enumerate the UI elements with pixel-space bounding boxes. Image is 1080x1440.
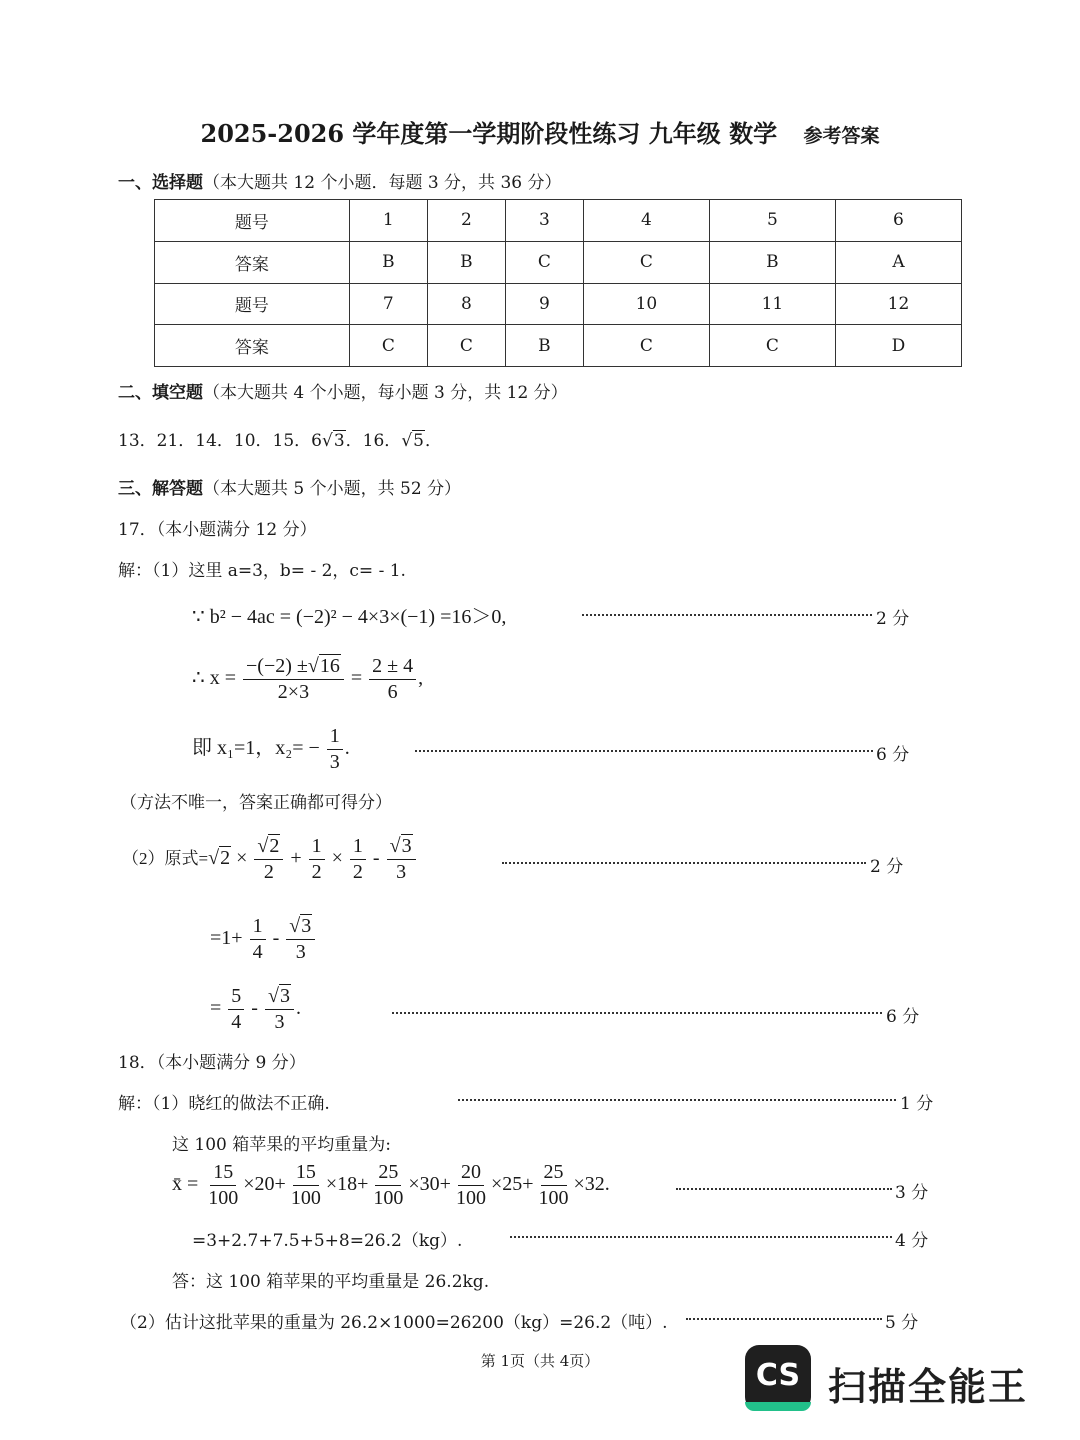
radicand: 16 — [319, 655, 340, 677]
numerator: 1 — [250, 916, 266, 940]
score-mark: 5 分 — [885, 1313, 919, 1333]
q17-quadratic-formula — [192, 656, 423, 703]
fraction — [254, 836, 283, 883]
eq-text: = — [350, 667, 363, 690]
table-row — [155, 200, 962, 242]
radicand: 3 — [401, 835, 412, 857]
table-cell: B — [427, 241, 505, 283]
fill-radicand: 5 — [413, 431, 424, 451]
denominator: 2×3 — [277, 681, 310, 703]
section3-note: （本大题共 5 个小题，共 52 分） — [203, 479, 462, 499]
score-leader — [415, 750, 873, 752]
eq-text: ×18+ — [325, 1173, 369, 1196]
q18-average-formula — [172, 1162, 610, 1209]
camscanner-logo-icon — [745, 1345, 811, 1411]
numerator: 25 — [375, 1162, 401, 1186]
fill-text: ．16． — [345, 431, 402, 451]
denominator: 100 — [538, 1187, 569, 1209]
numerator: −(−2) ±√16 — [243, 656, 344, 680]
q18-sum: =3+2.7+7.5+5+8=26.2（kg）. — [192, 1231, 463, 1251]
fraction — [288, 1162, 324, 1209]
eq-text: −(−2) ± — [246, 655, 308, 677]
score-mark: 2 分 — [870, 857, 904, 877]
fraction — [286, 916, 315, 963]
eq-text: . — [295, 997, 301, 1020]
fraction — [370, 1162, 406, 1209]
table-cell: 3 — [505, 200, 583, 242]
q18-answer: 答：这 100 箱苹果的平均重量是 26.2kg. — [172, 1272, 490, 1292]
score-leader — [582, 614, 872, 616]
fill-answers: 13．21．14．10．15．6√3．16．√5． — [118, 431, 442, 451]
q17-header: 17．（本小题满分 12 分） — [118, 520, 317, 540]
logo-text: CS — [755, 1358, 801, 1393]
score-leader — [676, 1188, 892, 1190]
table-cell: C — [709, 325, 835, 367]
numerator: 1 — [327, 726, 343, 750]
table-cell: B — [505, 325, 583, 367]
score-mark: 1 分 — [900, 1094, 934, 1114]
q18-line1: 解：（1）晓红的做法不正确. — [118, 1094, 330, 1114]
table-cell: B — [709, 241, 835, 283]
table-cell: C — [349, 325, 427, 367]
table-row — [155, 283, 962, 325]
numerator: 15 — [293, 1162, 319, 1186]
title-text: 2025-2026 学年度第一学期阶段性练习 九年级 数学 — [200, 119, 778, 148]
table-cell: 9 — [505, 283, 583, 325]
page-title — [0, 114, 1080, 149]
eq-text: x̄ = — [172, 1173, 199, 1196]
score-leader — [510, 1236, 892, 1238]
section1-note: （本大题共 12 个小题．每题 3 分，共 36 分） — [203, 173, 562, 193]
table-cell: 2 — [427, 200, 505, 242]
table-cell: C — [505, 241, 583, 283]
numerator: 20 — [458, 1162, 484, 1186]
denominator: 100 — [290, 1187, 321, 1209]
numerator: 25 — [541, 1162, 567, 1186]
denominator: 4 — [231, 1011, 242, 1033]
table-row — [155, 241, 962, 283]
q17-final: = $\frac{5}{4}$ - $\frac{√3}{3}$ . — [210, 985, 301, 1033]
table-cell: C — [583, 325, 709, 367]
table-cell: 题号 — [155, 200, 350, 242]
table-cell: A — [835, 241, 961, 283]
eq-text: ∴ x = — [192, 667, 237, 690]
score-mark: 4 分 — [895, 1231, 929, 1251]
numerator: √2 — [254, 836, 283, 860]
denominator: 4 — [252, 941, 263, 963]
section3-heading — [118, 474, 461, 499]
fraction — [205, 1162, 241, 1209]
table-cell: C — [583, 241, 709, 283]
fraction — [265, 986, 294, 1033]
table-cell: D — [835, 325, 961, 367]
table-cell: 10 — [583, 283, 709, 325]
denominator: 2 — [352, 861, 363, 883]
score-leader — [686, 1318, 882, 1320]
numerator: √3 — [387, 836, 416, 860]
table-row — [155, 325, 962, 367]
numerator: 15 — [210, 1162, 236, 1186]
denominator: 3 — [329, 751, 340, 773]
section2-heading — [118, 378, 568, 403]
table-cell: 7 — [349, 283, 427, 325]
denominator: 100 — [373, 1187, 404, 1209]
fill-coef: 6 — [311, 431, 322, 451]
denominator: 100 — [455, 1187, 486, 1209]
denominator: 3 — [274, 1011, 285, 1033]
radicand: 2 — [220, 847, 231, 870]
table-cell: 答案 — [155, 241, 350, 283]
denominator: 2 — [311, 861, 322, 883]
score-mark: 3 分 — [895, 1183, 929, 1203]
eq-text: =1+ — [210, 927, 243, 950]
fraction — [309, 836, 325, 883]
eq-text: = — [210, 997, 222, 1020]
table-cell: 4 — [583, 200, 709, 242]
q18-part2: （2）估计这批苹果的重量为 26.2×1000=26200（kg）=26.2（吨）. — [120, 1313, 668, 1333]
denominator: 3 — [295, 941, 306, 963]
answer-table — [154, 199, 962, 367]
table-cell: 题号 — [155, 283, 350, 325]
denominator: 2 — [263, 861, 274, 883]
numerator: √3 — [286, 916, 315, 940]
score-leader — [392, 1012, 882, 1014]
page-footer: 第 1页（共 4页） — [480, 1352, 600, 1370]
section2-title: 二、填空题 — [118, 383, 203, 403]
radicand: 2 — [269, 835, 280, 857]
table-cell: B — [349, 241, 427, 283]
eq-text: 即 x₁=1，x₂= − — [192, 737, 320, 760]
eq-text: （2）原式= — [122, 849, 209, 869]
score-leader — [502, 862, 866, 864]
section1-heading — [118, 168, 562, 193]
score-mark: 6 分 — [876, 745, 910, 765]
score-mark: 2 分 — [876, 609, 910, 629]
denominator: 100 — [208, 1187, 239, 1209]
fraction — [536, 1162, 572, 1209]
score-leader — [458, 1099, 896, 1101]
score-mark: 6 分 — [886, 1007, 920, 1027]
denominator: 6 — [387, 681, 398, 703]
subtitle-text: 参考答案 — [803, 125, 880, 147]
numerator: 2 ± 4 — [369, 656, 416, 680]
eq-text: ×32. — [573, 1173, 610, 1196]
denominator: 3 — [396, 861, 407, 883]
fill-text: ． — [424, 431, 442, 451]
q17-discriminant: ∵ b² − 4ac = (−2)² − 4×3×(−1) =16＞0, — [192, 606, 507, 628]
q17-note: （方法不唯一，答案正确都可得分） — [120, 793, 392, 813]
watermark-brand: 扫描全能王 — [828, 1365, 1029, 1409]
q18-avg-intro: 这 100 箱苹果的平均重量为: — [172, 1135, 391, 1155]
numerator: 1 — [350, 836, 366, 860]
q17-step2: =1+ $\frac{1}{4}$ - $\frac{√3}{3}$ — [210, 916, 317, 963]
fill-text: 13．21．14．10．15． — [118, 431, 312, 451]
numerator: 5 — [228, 986, 244, 1010]
eq-text: ×20+ — [243, 1173, 286, 1196]
logo-bar — [745, 1402, 811, 1411]
fraction — [350, 836, 366, 883]
q18-header: 18．（本小题满分 9 分） — [118, 1053, 306, 1073]
section1-title: 一、选择题 — [118, 173, 203, 193]
fraction — [369, 656, 416, 703]
q17-part2: （2）原式=√2 × $\frac{√2}{2}$ + $\frac{1}{2}$ × $\frac{1}{2}$ - $\frac{√3}{3}$ — [122, 836, 418, 883]
fraction — [250, 916, 266, 963]
table-cell: 8 — [427, 283, 505, 325]
table-cell: C — [427, 325, 505, 367]
eq-text: ×30+ — [408, 1173, 451, 1196]
fraction — [387, 836, 416, 883]
fraction — [243, 656, 344, 703]
eq-text: ×25+ — [490, 1173, 534, 1196]
table-cell: 5 — [709, 200, 835, 242]
q17-roots — [192, 726, 350, 773]
numerator: 1 — [309, 836, 325, 860]
eq-text: . — [344, 737, 350, 760]
q17-line1: 解：（1）这里 a=3，b= - 2，c= - 1. — [118, 561, 406, 581]
table-cell: 答案 — [155, 325, 350, 367]
numerator: √3 — [265, 986, 294, 1010]
table-cell: 11 — [709, 283, 835, 325]
fraction — [453, 1162, 489, 1209]
fraction — [327, 726, 343, 773]
table-cell: 6 — [835, 200, 961, 242]
table-cell: 12 — [835, 283, 961, 325]
fraction — [228, 986, 244, 1033]
fill-radicand: 3 — [333, 431, 345, 451]
radicand: 3 — [301, 915, 312, 937]
eq-text: , — [418, 667, 424, 690]
section2-note: （本大题共 4 个小题，每小题 3 分，共 12 分） — [203, 383, 568, 403]
section3-title: 三、解答题 — [118, 479, 203, 499]
radicand: 3 — [279, 985, 290, 1007]
table-cell: 1 — [349, 200, 427, 242]
